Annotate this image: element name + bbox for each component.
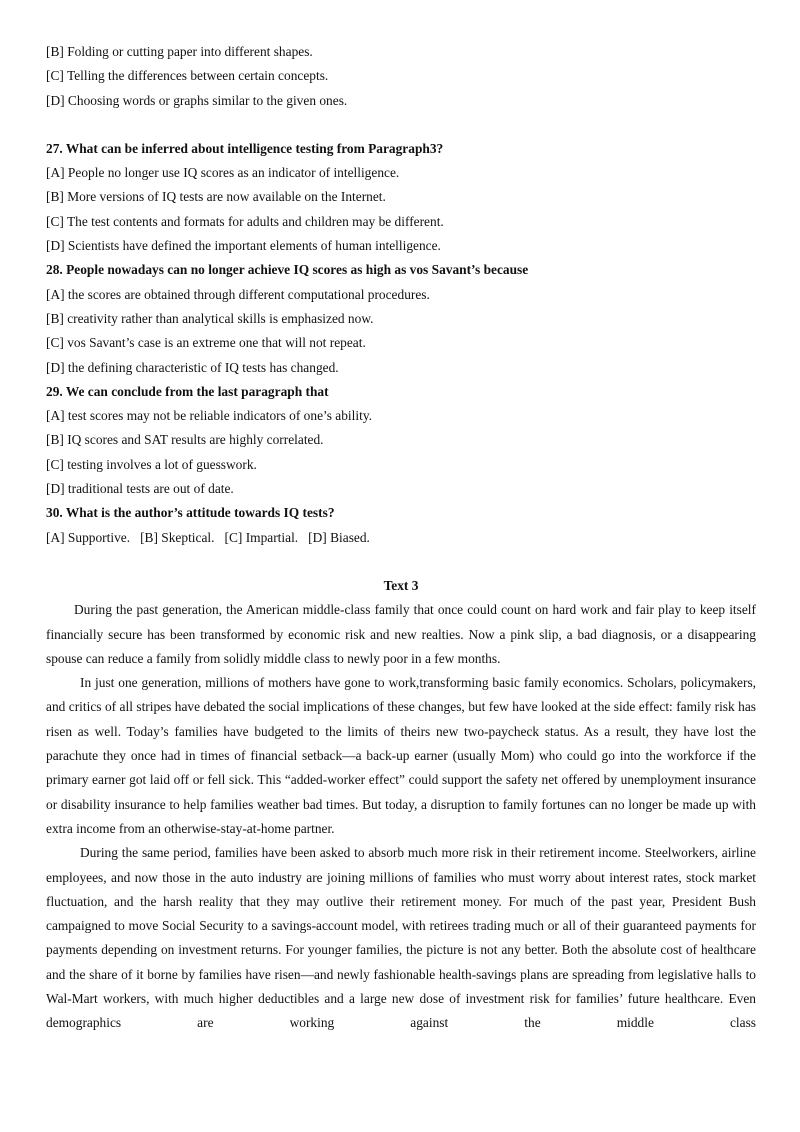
passage-paragraph-3: During the same period, families have been asked to absorb much more risk in their retirement income. Steelworkers, airline employees, and now those in the auto industry are joining millions of families who must worry about interest rates, stock market fluctuation, and the harsh reality that they may outlive their retirement money. For much of the past year, President Bush campaigned to move Social Security to a savings-account model, with retirees trading much or all of their guaranteed payments for payments depending on investment returns. For younger families, the picture is not any better. Both the absolute cost of healthcare and the share of it borne by families have risen—and newly fashionable health-savings plans are spreading from legislative halls to Wal-Mart workers, with much higher deductibles and a large new dose of investment risk for families’ future healthcare. Even demographics are working against the middle class [46,845,756,1031]
question-26-options [46,40,756,113]
text-3-passage [46,574,756,1036]
q30-stem: 30. What is the author’s attitude towards IQ tests? [46,505,335,521]
q27-option-b: [B] More versions of IQ tests are now available on the Internet. [46,189,386,205]
q27-option-d: [D] Scientists have defined the important elements of human intelligence. [46,238,441,254]
q30-options: [A] Supportive. [B] Skeptical. [C] Impartial. [D] Biased. [46,529,370,545]
q27-option-c: [C] The test contents and formats for adults and children may be different. [46,213,444,229]
q26-option-b: [B] Folding or cutting paper into different shapes. [46,44,313,59]
q29-option-c: [C] testing involves a lot of guesswork. [46,456,257,472]
exam-page [46,40,756,1036]
q28-option-b: [B] creativity rather than analytical skills is emphasized now. [46,310,374,326]
q29-option-d: [D] traditional tests are out of date. [46,481,234,497]
spacer [46,550,756,574]
q28-option-a: [A] the scores are obtained through different computational procedures. [46,286,430,302]
q26-option-d: [D] Choosing words or graphs similar to the given ones. [46,92,348,108]
q27-option-a: [A] People no longer use IQ scores as an indicator of intelligence. [46,165,400,181]
passage-paragraph-2: In just one generation, millions of mothers have gone to work,transforming basic family economics. Scholars, policymakers, and critics of all stripes have debated the social implications of these changes, but few have looked at the side effect: family risk has risen as well. Today’s families have budgeted to the limits of theirs new two-paycheck status. As a result, they have lost the parachute they once had in times of financial setback—a back-up earner (usually Mom) who could go into the workforce if the primary earner got laid off or fell sick. This “added-worker effect” could support the safety net offered by unemployment insurance or disability insurance to help families weather bad times. But today, a disruption to family fortunes can no longer be made up with extra income from an otherwise-stay-at-home partner. [46,675,756,836]
question-27 [46,137,756,258]
q28-option-c: [C] vos Savant’s case is an extreme one that will not repeat. [46,335,366,351]
question-28 [46,258,756,379]
q26-option-c: [C] Telling the differences between certain concepts. [46,68,329,84]
q29-option-b: [B] IQ scores and SAT results are highly correlated. [46,432,324,448]
passage-title: Text 3 [383,577,419,593]
question-30 [46,501,756,550]
q29-option-a: [A] test scores may not be reliable indicators of one’s ability. [46,408,372,424]
q27-stem: 27. What can be inferred about intelligence testing from Paragraph3? [46,140,444,156]
passage-paragraph-1: During the past generation, the American middle-class family that once could count on hard work and fair play to keep itself financially secure has been transformed by economic risk and new realties. Now a pink slip, a bad diagnosis, or a disappearing spouse can reduce a family from solidly middle class to newly poor in a few months. [46,602,756,666]
q29-stem: 29. We can conclude from the last paragraph that [46,383,329,399]
q28-stem: 28. People nowadays can no longer achieve IQ scores as high as vos Savant’s because [46,262,529,278]
spacer [46,113,756,137]
q28-option-d: [D] the defining characteristic of IQ tests has changed. [46,359,339,375]
question-29 [46,380,756,501]
